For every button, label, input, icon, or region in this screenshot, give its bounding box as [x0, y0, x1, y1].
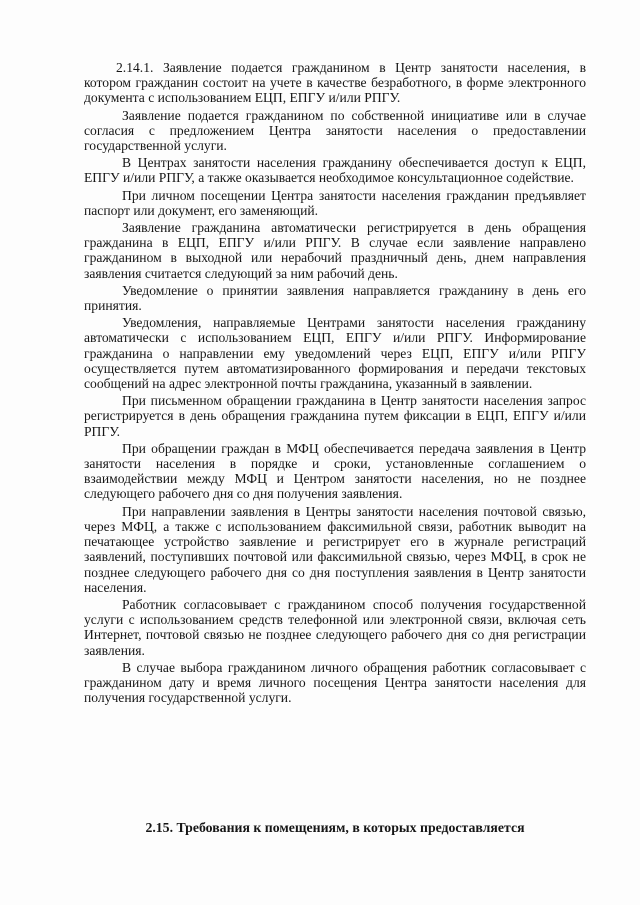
paragraph-access: В Центрах занятости населения гражданину обеспечивается доступ к ЕЦП, ЕПГУ и/или РПГУ, а также оказывается необходимое консультационное содействие.	[84, 155, 586, 186]
paragraph-passport: При личном посещении Центра занятости населения гражданин предъявляет паспорт или документ, его заменяющий.	[84, 187, 586, 218]
paragraph-mfc: При обращении граждан в МФЦ обеспечивается передача заявления в Центр занятости населения в порядке и сроки, установленные соглашением о взаимодействии между МФЦ и Центром занятости населения, но не позднее следующего рабочего дня со дня получения заявления.	[84, 440, 586, 502]
paragraph-registration: Заявление гражданина автоматически регистрируется в день обращения гражданина в ЕЦП, ЕПГУ и/или РПГУ. В случае если заявление направлено гражданином в выходной или нерабочий праздничный день, днем направления заявления считается следующий за ним рабочий день.	[84, 220, 586, 281]
paragraph-written-request: При письменном обращении гражданина в Центр занятости населения запрос регистрируется в день обращения гражданина путем фиксации в ЕЦП, ЕПГУ и/или РПГУ.	[84, 393, 586, 439]
paragraph-notifications: Уведомления, направляемые Центрами занятости населения гражданину автоматически с использованием ЕЦП, ЕПГУ и/или РПГУ. Информирование гражданина о направлении ему уведомлений через ЕЦП, ЕПГУ и/или РПГУ осуществляется путем автоматизированного формирования и передачи текстовых сообщений на адрес электронной почты гражданина, указанный в заявлении.	[84, 315, 586, 392]
document-body	[84, 60, 586, 707]
section-heading-2-15: 2.15. Требования к помещениям, в которых предоставляется	[145, 820, 525, 835]
paragraph-postal: При направлении заявления в Центры занятости населения почтовой связью, через МФЦ, а также с использованием факсимильной связи, работник выводит на печатающее устройство заявление и регистрирует его в журнале регистраций заявлений, поступивших почтовой или факсимильной связью, через МФЦ, в срок не позднее следующего рабочего дня со дня поступления заявления в Центр занятости населения.	[84, 503, 586, 595]
paragraph-acceptance-notice: Уведомление о принятии заявления направляется гражданину в день его принятия.	[84, 282, 586, 314]
paragraph-2-14-1: 2.14.1. Заявление подается гражданином в Центр занятости населения, в котором гражданин состоит на учете в качестве безработного, в форме электронного документа с использованием ЕЦП, ЕПГУ и/или РПГУ.	[84, 60, 586, 106]
paragraph-personal-visit: В случае выбора гражданином личного обращения работник согласовывает с гражданином дату и время личного посещения Центра занятости населения для получения государственной услуги.	[84, 659, 586, 706]
paragraph-initiative: Заявление подается гражданином по собственной инициативе или в случае согласия с предложением Центра занятости населения о предоставлении государственной услуги.	[84, 107, 586, 154]
paragraph-method-agreement: Работник согласовывает с гражданином способ получения государственной услуги с использованием средств телефонной или электронной связи, включая сеть Интернет, почтовой связью не позднее следующего рабочего дня со дня регистрации заявления.	[84, 596, 586, 658]
